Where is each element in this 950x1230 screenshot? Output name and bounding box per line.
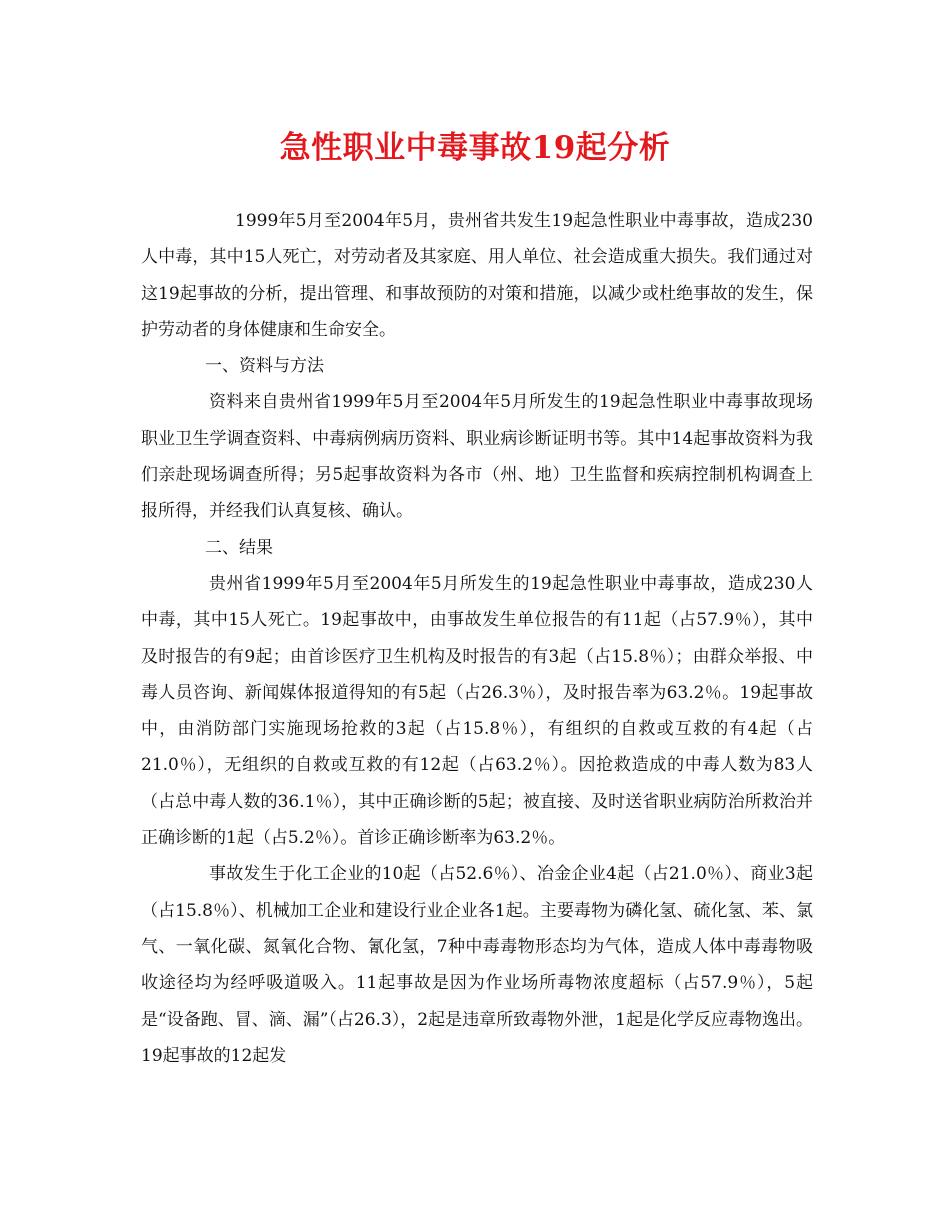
paragraph-results-2: 事故发生于化工企业的10起（占52.6％）、冶金企业4起（占21.0％）、商业3起（占15.8％）、机械加工企业和建设行业企业各1起。主要毒物为磷化氢、硫化氢、苯、氯气、一氧化碳、氮氧化合物、氰化氢，7种中毒毒物形态均为气体，造成人体中毒毒物吸收途径均为经呼吸道吸入。11起事故是因为作业场所毒物浓度超标（占57.9％），5起是“设备跑、冒、滴、漏”（占26.3），2起是违章所致毒物外泄，1起是化学反应毒物逸出。19起事故的12起发: [141, 864, 813, 1066]
paragraph-methods: 资料来自贵州省1999年5月至2004年5月所发生的19起急性职业中毒事故现场职业卫生学调查资料、中毒病例病历资料、职业病诊断证明书等。其中14起事故资料为我们亲赴现场调查所得；另5起事故资料为各市（州、地）卫生监督和疾病控制机构调查上报所得，并经我们认真复核、确认。: [141, 392, 813, 522]
document-body: [141, 203, 813, 1074]
section-heading-methods: 一、资料与方法: [205, 356, 324, 377]
document-title: 急性职业中毒事故19起分析: [279, 130, 671, 166]
paragraph-intro: 1999年5月至2004年5月，贵州省共发生19起急性职业中毒事故，造成230人中毒，其中15人死亡，对劳动者及其家庭、用人单位、社会造成重大损失。我们通过对这19起事故的分析，提出管理、和事故预防的对策和措施，以减少或杜绝事故的发生，保护劳动者的身体健康和生命安全。: [141, 211, 813, 340]
section-heading-results: 二、结果: [205, 537, 273, 558]
paragraph-results-1: 贵州省1999年5月至2004年5月所发生的19起急性职业中毒事故，造成230人中毒，其中15人死亡。19起事故中，由事故发生单位报告的有11起（占57.9％），其中及时报告的有9起；由首诊医疗卫生机构及时报告的有3起（占15.8％）；由群众举报、中毒人员咨询、新闻媒体报道得知的有5起（占26.3％），及时报告率为63.2％。19起事故中，由消防部门实施现场抢救的3起（占15.8％），有组织的自救或互救的有4起（占21.0％），无组织的自救或互救的有12起（占63.2％）。因抢救造成的中毒人数为83人（占总中毒人数的36.1％），其中正确诊断的5起；被直接、及时送省职业病防治所救治并正确诊断的1起（占5.2％）。首诊正确诊断率为63.2％。: [141, 573, 813, 849]
